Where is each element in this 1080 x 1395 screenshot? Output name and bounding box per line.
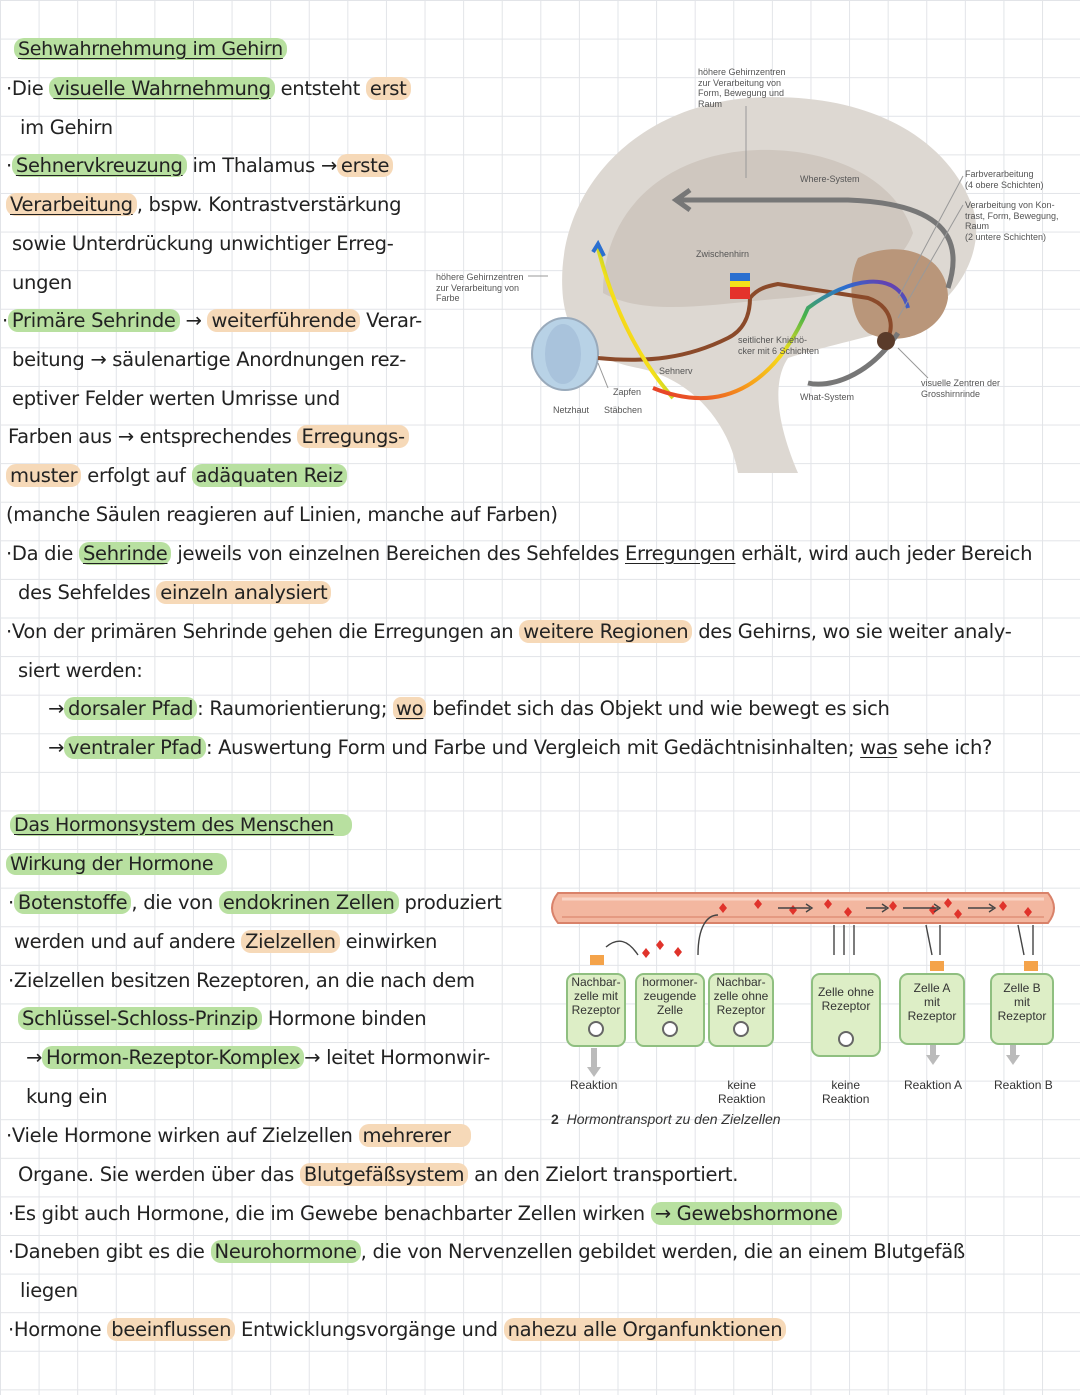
- bullet-botenstoffe: · Botenstoffe , die von endokrinen Zellen produziert: [8, 891, 502, 914]
- bullet-gewebshormone: ·Es gibt auch Hormone, die im Gewebe benachbarter Zellen wirken → Gewebshormone: [8, 1201, 842, 1227]
- cell-a-with-receptor: Zelle A mit Rezeptor: [899, 973, 965, 1045]
- heading-hormonsystem: Das Hormonsystem des Menschen: [10, 812, 352, 838]
- text-line: sowie Unterdrückung unwichtiger Erreg-: [12, 232, 394, 255]
- cell-b-with-receptor: Zelle B mit Rezeptor: [990, 973, 1054, 1045]
- text-line: Organe. Sie werden über das Blutgefäßsystem an den Zielort transportiert.: [18, 1163, 739, 1186]
- hormone-figure: [548, 885, 1063, 1135]
- bullet-visual-perception: ·Die visuelle Wahrnehmung entsteht erst: [6, 76, 411, 102]
- label-zwischenhirn: Zwischenhirn: [696, 249, 750, 259]
- label-form-processing: Verarbeitung von Kon- trast, Form, Bewegung, Raum (2 untere Schichten): [965, 200, 1059, 242]
- eye-lens: [545, 324, 581, 384]
- label-visual-centers: visuelle Zentren der Grosshirnrinde: [921, 378, 1001, 399]
- heading-sehwahrnehmung: Sehwahrnehmung im Gehirn: [14, 36, 287, 62]
- visual-cortex: [877, 332, 895, 350]
- text-line: → Hormon-Rezeptor-Komplex → leitet Hormonwir-: [26, 1046, 491, 1069]
- bullet-primaere-sehrinde: · Primäre Sehrinde → weiterführende Verar-: [2, 309, 422, 332]
- label-what-system: What-System: [800, 392, 855, 402]
- label-netzhaut: Netzhaut: [553, 405, 590, 415]
- receptor-icon: [930, 961, 944, 971]
- receptor-icon: [590, 955, 604, 965]
- label-knie: seitlicher Kniehö- cker mit 6 Schichten: [738, 335, 820, 356]
- label-where-system: Where-System: [800, 174, 860, 184]
- text-line: (manche Säulen reagieren auf Linien, manche auf Farben): [6, 503, 558, 526]
- receptor-icon: [1024, 961, 1038, 971]
- text-line: Schlüssel-Schloss-Prinzip Hormone binden: [18, 1006, 426, 1032]
- bullet-neurohormone: ·Daneben gibt es die Neurohormone , die von Nervenzellen gebildet werden, die an einem Blutgefäß: [8, 1240, 965, 1263]
- label-color-processing: Farbverarbeitung (4 obere Schichten): [965, 169, 1044, 190]
- label-staebchen: Stäbchen: [604, 405, 643, 415]
- text-line: ungen: [12, 271, 72, 294]
- reaction-label-a: Reaktion A: [904, 1078, 963, 1092]
- reaction-label: Reaktion: [570, 1078, 618, 1092]
- bullet-sehnervkreuzung: · Sehnervkreuzung im Thalamus → erste: [6, 153, 393, 179]
- cell-without-receptor: Zelle ohne Rezeptor: [811, 973, 881, 1057]
- text-line: eptiver Felder werten Umrisse und: [12, 387, 340, 410]
- text-line: des Sehfeldes einzeln analysiert: [18, 580, 331, 606]
- label-sehnerv: Sehnerv: [659, 366, 693, 376]
- cell-hormone-producing: hormoner- zeugende Zelle: [635, 973, 705, 1047]
- reaction-label-none: keine Reaktion: [718, 1078, 766, 1106]
- text-line: im Gehirn: [20, 116, 113, 139]
- reaction-label-none: keine Reaktion: [822, 1078, 870, 1106]
- brain-figure: [428, 58, 1078, 478]
- bullet-weitere-regionen: ·Von der primären Sehrinde gehen die Erregungen an weitere Regionen des Gehirns, wo sie weiter analy-: [6, 620, 1012, 643]
- reaction-label-b: Reaktion B: [994, 1078, 1053, 1092]
- bullet-viele-hormone: ·Viele Hormone wirken auf Zielzellen mehrerer: [6, 1123, 471, 1149]
- bullet-sehfeld: ·Da die Sehrinde jeweils von einzelnen Bereichen des Sehfeldes Erregungen erhält, wird auch jeder Bereich: [6, 542, 1033, 565]
- text-line: liegen: [20, 1279, 78, 1302]
- bullet-zielzellen: ·Zielzellen besitzen Rezeptoren, an die nach dem: [8, 969, 475, 992]
- text-line: beitung → säulenartige Anordnungen rez-: [12, 348, 406, 371]
- label-higher-centers-form: höhere Gehirnzentren zur Verarbeitung von Form, Bewegung und Raum: [698, 67, 786, 109]
- figure-caption: 2 Hormontransport zu den Zielzellen: [551, 1111, 781, 1127]
- cell-neighbor-without-receptor: Nachbar- zelle ohne Rezeptor: [708, 973, 774, 1047]
- text-line: Farben aus → entsprechendes Erregungs-: [8, 424, 409, 450]
- dorsal-path: → dorsaler Pfad : Raumorientierung; wo befindet sich das Objekt und wie bewegt es sich: [48, 697, 890, 720]
- label-zapfen: Zapfen: [613, 387, 642, 397]
- text-line: Verarbeitung , bspw. Kontrastverstärkung: [6, 192, 401, 218]
- text-line: kung ein: [26, 1085, 108, 1108]
- text-line: muster erfolgt auf adäquaten Reiz: [6, 463, 347, 489]
- cell-neighbor-with-receptor: Nachbar- zelle mit Rezeptor: [566, 973, 626, 1047]
- brain-illustration: [428, 58, 1078, 478]
- bullet-organfunktionen: ·Hormone beeinflussen Entwicklungsvorgänge und nahezu alle Organfunktionen: [8, 1317, 786, 1343]
- ventral-path: → ventraler Pfad : Auswertung Form und Farbe und Vergleich mit Gedächtnisinhalten; was sehe ich?: [48, 736, 993, 759]
- text-line: siert werden:: [18, 659, 143, 682]
- label-higher-centers-color: höhere Gehirnzentren zur Verarbeitung von Farbe: [436, 272, 524, 303]
- heading-wirkung-hormone: Wirkung der Hormone: [6, 851, 227, 877]
- text-line: werden und auf andere Zielzellen einwirken: [14, 930, 438, 953]
